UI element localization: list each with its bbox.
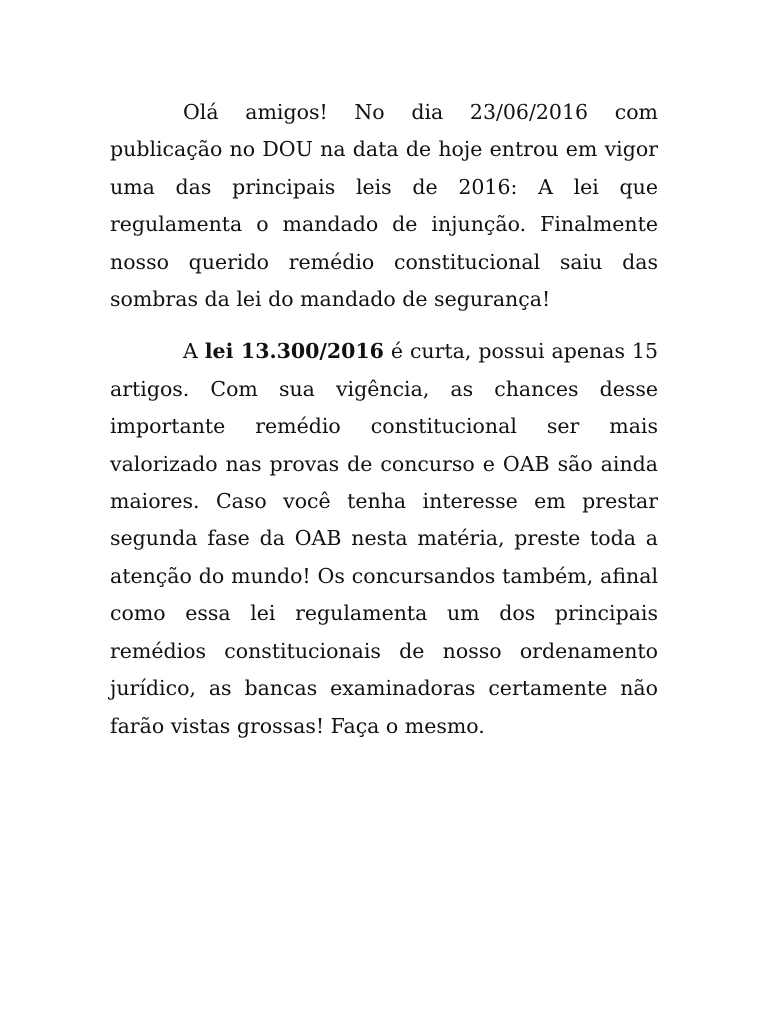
paragraph-law-text: é curta, possui apenas 15 artigos. Com sua vigência, as chances desse importante remédio constitucional ser mais valorizado nas provas de concurso e OAB são ainda maiores. Caso você tenha interesse em prestar segunda fase da OAB nesta matéria, preste toda a atenção do mundo! Os concursandos também, afinal como essa lei regulamenta um dos principais remédios constitucionais de nosso ordenamento jurídico, as bancas examinadoras certamente não farão vistas grossas! Faça o mesmo. [110,339,658,738]
paragraph-law [110,333,658,744]
law-reference: lei 13.300/2016 [204,339,384,364]
paragraph-law-prefix: A [183,339,205,364]
document-page [110,94,658,745]
paragraph-intro: Olá amigos! No dia 23/06/2016 com publicação no DOU na data de hoje entrou em vigor uma das principais leis de 2016: A lei que regulamenta o mandado de injunção. Finalmente nosso querido remédio constitucional saiu das sombras da lei do mandado de segurança! [110,100,658,312]
